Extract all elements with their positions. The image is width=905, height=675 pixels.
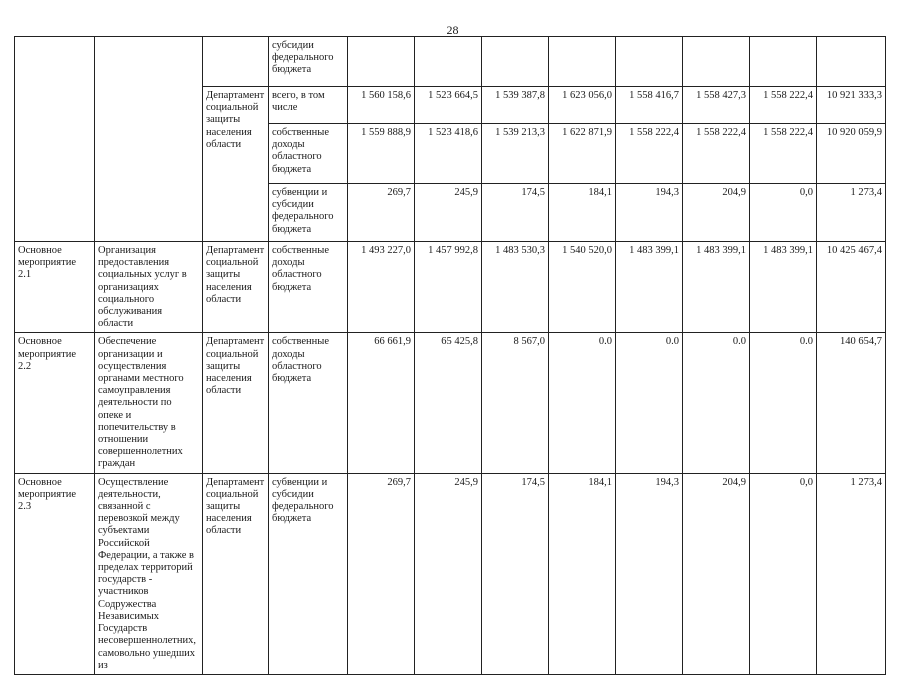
value-cell: 1 559 888,9 (348, 124, 415, 184)
value-cell: 194,3 (616, 184, 683, 242)
value-cell: 0,0 (750, 184, 817, 242)
table-row (15, 333, 886, 473)
value-cell: 1 539 387,8 (482, 87, 549, 124)
item-cell (15, 37, 95, 242)
value-cell: 1 523 664,5 (415, 87, 482, 124)
value-cell: 1 273,4 (817, 184, 886, 242)
value-cell: 140 654,7 (817, 333, 886, 473)
value-cell (415, 37, 482, 87)
value-cell: 0.0 (683, 333, 750, 473)
page-number: 28 (446, 23, 459, 37)
value-cell: 1 558 222,4 (750, 124, 817, 184)
value-cell: 1 483 399,1 (750, 242, 817, 333)
executor-cell: Департамент социальной защиты населения области (203, 473, 269, 674)
source-cell: субвенции и субсидии федерального бюджета (269, 473, 348, 674)
value-cell: 0.0 (750, 333, 817, 473)
value-cell: 65 425,8 (415, 333, 482, 473)
value-cell (817, 37, 886, 87)
table-row (15, 242, 886, 333)
value-cell: 0,0 (750, 473, 817, 674)
table-row (15, 37, 886, 87)
value-cell (683, 37, 750, 87)
value-cell (549, 37, 616, 87)
value-cell: 10 921 333,3 (817, 87, 886, 124)
value-cell: 1 539 213,3 (482, 124, 549, 184)
value-cell: 8 567,0 (482, 333, 549, 473)
value-cell: 1 483 530,3 (482, 242, 549, 333)
value-cell: 1 560 158,6 (348, 87, 415, 124)
executor-cell: Департамент социальной защиты населения области (203, 87, 269, 242)
value-cell: 1 558 427,3 (683, 87, 750, 124)
table-row (15, 473, 886, 674)
value-cell: 1 558 222,4 (683, 124, 750, 184)
value-cell: 66 661,9 (348, 333, 415, 473)
value-cell: 1 523 418,6 (415, 124, 482, 184)
value-cell: 174,5 (482, 184, 549, 242)
value-cell: 204,9 (683, 473, 750, 674)
source-cell: собственные доходы областного бюджета (269, 333, 348, 473)
executor-cell: Департамент социальной защиты населения области (203, 242, 269, 333)
name-cell (95, 37, 203, 242)
executor-cell (203, 37, 269, 87)
value-cell: 269,7 (348, 184, 415, 242)
value-cell: 1 540 520,0 (549, 242, 616, 333)
value-cell (348, 37, 415, 87)
value-cell: 1 558 222,4 (750, 87, 817, 124)
value-cell: 0.0 (549, 333, 616, 473)
value-cell: 0.0 (616, 333, 683, 473)
value-cell: 184,1 (549, 184, 616, 242)
source-cell: субвенции и субсидии федерального бюджета (269, 184, 348, 242)
value-cell: 245,9 (415, 473, 482, 674)
value-cell: 245,9 (415, 184, 482, 242)
source-cell: собственные доходы областного бюджета (269, 124, 348, 184)
value-cell: 174,5 (482, 473, 549, 674)
value-cell: 1 558 222,4 (616, 124, 683, 184)
value-cell: 10 425 467,4 (817, 242, 886, 333)
item-cell: Основное мероприятие 2.3 (15, 473, 95, 674)
executor-cell: Департамент социальной защиты населения области (203, 333, 269, 473)
source-cell: субсидии федерального бюджета (269, 37, 348, 87)
name-cell: Организация предоставления социальных услуг в организациях социального обслуживания области (95, 242, 203, 333)
name-cell: Обеспечение организации и осуществления органами местного самоуправления деятельности по опеке и попечительству в отношении совершеннолетних граждан (95, 333, 203, 473)
budget-table (14, 36, 886, 675)
value-cell (750, 37, 817, 87)
value-cell: 1 483 399,1 (683, 242, 750, 333)
value-cell (482, 37, 549, 87)
value-cell: 194,3 (616, 473, 683, 674)
name-cell: Осуществление деятельности, связанной с перевозкой между субъектами Российской Федерации, а также в пределах территорий государств - участников Содружества Независимых Государств несовершеннолетних, самовольно ушедших из (95, 473, 203, 674)
value-cell: 204,9 (683, 184, 750, 242)
value-cell: 10 920 059,9 (817, 124, 886, 184)
value-cell: 1 493 227,0 (348, 242, 415, 333)
value-cell: 1 622 871,9 (549, 124, 616, 184)
value-cell: 184,1 (549, 473, 616, 674)
value-cell: 269,7 (348, 473, 415, 674)
item-cell: Основное мероприятие 2.1 (15, 242, 95, 333)
value-cell: 1 623 056,0 (549, 87, 616, 124)
value-cell (616, 37, 683, 87)
source-cell: собственные доходы областного бюджета (269, 242, 348, 333)
value-cell: 1 558 416,7 (616, 87, 683, 124)
value-cell: 1 457 992,8 (415, 242, 482, 333)
value-cell: 1 273,4 (817, 473, 886, 674)
item-cell: Основное мероприятие 2.2 (15, 333, 95, 473)
source-cell: всего, в том числе (269, 87, 348, 124)
value-cell: 1 483 399,1 (616, 242, 683, 333)
